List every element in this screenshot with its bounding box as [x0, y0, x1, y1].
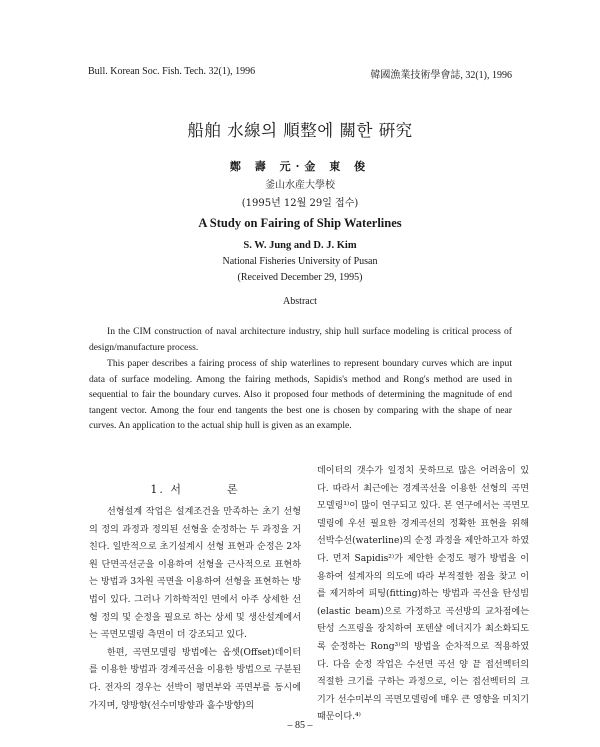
body-column-left	[89, 504, 301, 715]
received-date-korean: (1995년 12월 29일 접수)	[241, 198, 359, 209]
section-heading-introduction	[90, 481, 300, 497]
affiliation-english: National Fisheries University of Pusan	[222, 256, 378, 267]
body-paragraph: 데이터의 갯수가 일정치 못하므로 많은 어려움이 있다. 따라서 최근에는 경계곡선을 이용한 선형의 곡면모델링¹⁾이 많이 연구되고 있다. 본 연구에서는 곡면모델링에 우선 필요한 경계곡선의 정확한 표현을 위해 선박수선(waterline)의 순정 과정을 제안하고자 하였다. 먼저 Sapidis²⁾가 제안한 순정도 평가 방법을 이용하여 설계자의 의도에 따라 부적절한 점을 찾고 이를 제거하여 피팅(fitting)하는 방법과 곡선을 탄성빔(elastic beam)으로 가정하고 곡선방의 교차점에는 탄성 스프링을 장치하여 포텐샬 에너지가 최소화되도록 순정하는 Rong³⁾의 방법을 순차적으로 적용하였다. 다음 순정 작업은 수선면 곡선 양 끝 접선벡터의 적절한 크기를 구하는 과정으로, 이는 접선벡터의 크기가 선수미부의 곡면모델링에 매우 큰 영향을 미치기 때문이다.⁴⁾	[317, 466, 529, 723]
paper-title-english: A Study on Fairing of Ship Waterlines	[198, 216, 402, 230]
abstract-heading: Abstract	[283, 296, 317, 307]
body-paragraph: 한편, 곡면모델링 방법에는 옵셋(Offset)데이터를 이용한 방법과 경계곡선을 이용한 방법으로 구분된다. 전자의 경우는 선박이 평면부와 곡면부를 동시에 가지며, 양방향(선수미방향과 흘수방향)의	[89, 647, 301, 711]
abstract-paragraph-2: This paper describes a fairing process of ship waterlines to represent boundary curves which are input data of surface modeling. Among the fairing methods, Sapidis's method and Rong's method are used in sequential to fair the boundary curves. Also it proposed four methods of determining the magnitude of end tangent vector. Among the four end tangents the best one is chosen by comparing with the shape of near curves. An application to the actual ship hull is given as an example.	[89, 358, 512, 431]
affiliation-korean: 釜山水産大學校	[265, 180, 335, 191]
page-number: – 85 –	[287, 720, 313, 731]
received-date-english: (Received December 29, 1995)	[237, 272, 363, 283]
running-header-right: 韓國漁業技術學會誌, 32(1), 1996	[370, 70, 512, 81]
body-column-right	[317, 463, 529, 727]
body-paragraph: 선형설계 작업은 설계조건을 만족하는 초기 선형의 정의 과정과 정의된 선형을 순정하는 두 과정을 거친다. 일반적으로 초기설계시 선형 표현과 순정은 2차원 단면곡선군을 이용하여 선형을 근사적으로 표현하는 방법과 3차원 곡면을 이용하여 선형을 표현하는 방법이 있다. 그러나 기하학적인 면에서 아주 상세한 선형 정의 및 순정을 필요로 하는 상세 및 생산설계에서는 곡면모델링 측면이 더 강조되고 있다.	[89, 507, 301, 641]
section-number-label: 1. 서	[150, 483, 183, 496]
paper-title-korean: 船舶 水線의 順整에 關한 硏究	[187, 121, 413, 140]
abstract-body	[89, 324, 512, 435]
section-title-end: 론	[226, 483, 240, 496]
authors-korean: 鄭 壽 元·金 東 俊	[229, 160, 371, 173]
authors-english: S. W. Jung and D. J. Kim	[243, 240, 357, 251]
abstract-paragraph-1: In the CIM construction of naval architecture industry, ship hull surface modeling is critical process of design/manufacture process.	[89, 326, 512, 353]
running-header-left: Bull. Korean Soc. Fish. Tech. 32(1), 1996	[88, 66, 256, 77]
